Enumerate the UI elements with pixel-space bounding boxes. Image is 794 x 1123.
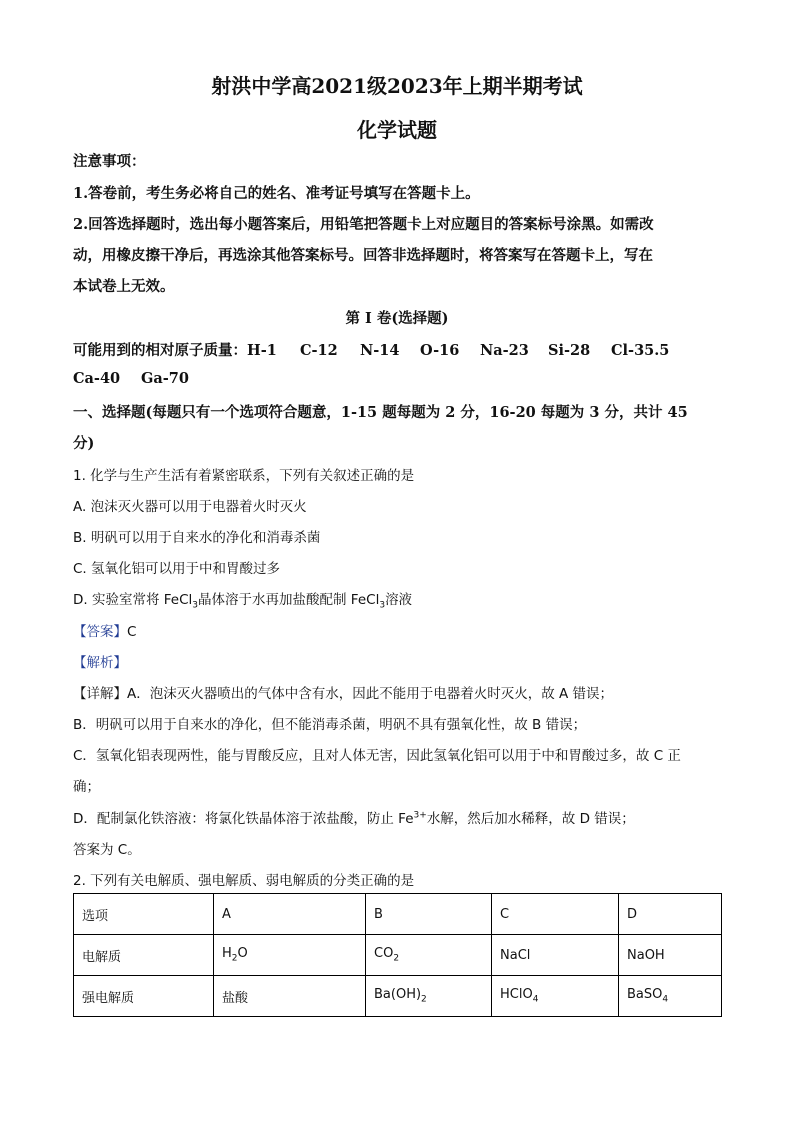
header-cell: A [214,894,366,935]
q1-option-c: C. 氢氧化铝可以用于中和胃酸过多 [73,561,281,577]
detail-b: B．明矾可以用于自来水的净化，但不能消毒杀菌，明矾不具有强氧化性，故 B 错误； [73,717,587,733]
cell-text: BaSO [627,987,663,1003]
cell-sub: 4 [662,994,669,1005]
detail-d [73,807,635,827]
q1-answer [73,620,136,640]
detail-c-line-1: C．氢氧化铝表现两性，能与胃酸反应，且对人体无害，因此氢氧化铝可以用于中和胃酸过多，故 C 正 [73,748,681,764]
table-cell: 盐酸 [214,976,366,1017]
exam-title: 射洪中学高2021级2023年上期半期考试 [211,74,583,98]
answer-value: C [127,624,137,640]
q2-stem: 2. 下列有关电解质、强电解质、弱电解质的分类正确的是 [73,873,415,889]
table-cell: NaOH [619,935,722,976]
q1-option-d [73,588,412,611]
mass-o: O-16 [420,342,460,359]
header-cell: 选项 [74,894,214,935]
notice-item-2-line-3: 本试卷上无效。 [73,278,175,295]
part-heading-line-1: 一、选择题(每题只有一个选项符合题意，1-15 题每题为 2 分，16-20 每题为 3 分，共计 45 [73,404,688,421]
cell-text: H [222,946,232,962]
detail-a-text: A．泡沫灭火器喷出的气体中含有水，因此不能用于电器着火时灭火，故 A 错误； [127,686,614,702]
mass-cl: Cl-35.5 [611,342,670,359]
header-cell: D [619,894,722,935]
mass-ga: Ga-70 [141,370,189,387]
table-row [74,976,722,1017]
table-cell: NaCl [492,935,619,976]
detail-d-text-1: D．配制氯化铁溶液：将氯化铁晶体溶于浓盐酸，防止 Fe [73,811,414,827]
part-heading-line-2: 分) [73,435,95,452]
q1-option-a: A. 泡沫灭火器可以用于电器着火时灭火 [73,499,307,515]
exam-subtitle: 化学试题 [357,118,437,142]
cell-text: CO [374,946,394,962]
q1-option-b: B. 明矾可以用于自来水的净化和消毒杀菌 [73,530,321,546]
cell-text: O [237,946,248,962]
notice-item-1: 1.答卷前，考生务必将自己的姓名、准考证号填写在答题卡上。 [73,185,480,202]
notice-item-2-line-2: 动，用橡皮擦干净后，再选涂其他答案标号。回答非选择题时，将答案写在答题卡上，写在 [73,247,653,264]
cell-sub: 2 [393,953,400,964]
detail-a [73,682,613,702]
answer-tag: 【答案】 [73,624,127,640]
cell-sub: 2 [231,953,238,964]
atomic-mass-line-2 [73,370,189,387]
row-label: 电解质 [74,935,214,976]
detail-c-line-2: 确； [73,779,100,795]
mass-ca: Ca-40 [73,370,121,387]
mass-n: N-14 [360,342,400,359]
atomic-mass-label: 可能用到的相对原子质量： [73,342,247,359]
cell-sub: 4 [532,994,539,1005]
mass-na: Na-23 [480,342,529,359]
table-cell [366,935,492,976]
q1-d-text-2: 晶体溶于水再加盐酸配制 FeCl [198,592,380,608]
table-cell [492,976,619,1017]
q1-conclusion: 答案为 C。 [73,842,141,858]
header-cell: B [366,894,492,935]
q1-d-text-1: D. 实验室常将 FeCl [73,592,193,608]
mass-si: Si-28 [548,342,591,359]
cell-sub: 2 [421,994,427,1005]
notice-item-2-line-1: 2.回答选择题时，选出每小题答案后，用铅笔把答题卡上对应题目的答案标号涂黑。如需改 [73,216,654,233]
table-cell [366,976,492,1017]
q1-d-sub-2: 3 [379,600,386,611]
table-row [74,935,722,976]
cell-text: HClO [500,987,533,1003]
q1-d-text-3: 溶液 [385,592,413,608]
cell-text: Ba(OH) [374,987,422,1003]
header-cell: C [492,894,619,935]
detail-d-sup: 3+ [413,810,427,821]
table-cell [214,935,366,976]
table-cell [619,976,722,1017]
q1-d-sub-1: 3 [192,600,199,611]
analysis-tag: 【解析】 [73,655,127,671]
volume-heading: 第 I 卷(选择题) [345,310,449,327]
mass-c: C-12 [300,342,338,359]
detail-d-text-2: 水解，然后加水稀释，故 D 错误； [426,811,635,827]
detail-tag: 【详解】 [73,686,127,702]
atomic-mass-line-1 [73,339,669,360]
notice-heading: 注意事项： [73,153,146,170]
classification-table [73,893,722,1017]
q1-stem: 1. 化学与生产生活有着紧密联系，下列有关叙述正确的是 [73,468,415,484]
row-label: 强电解质 [74,976,214,1017]
mass-h: H-1 [247,342,277,359]
table-row [74,894,722,935]
